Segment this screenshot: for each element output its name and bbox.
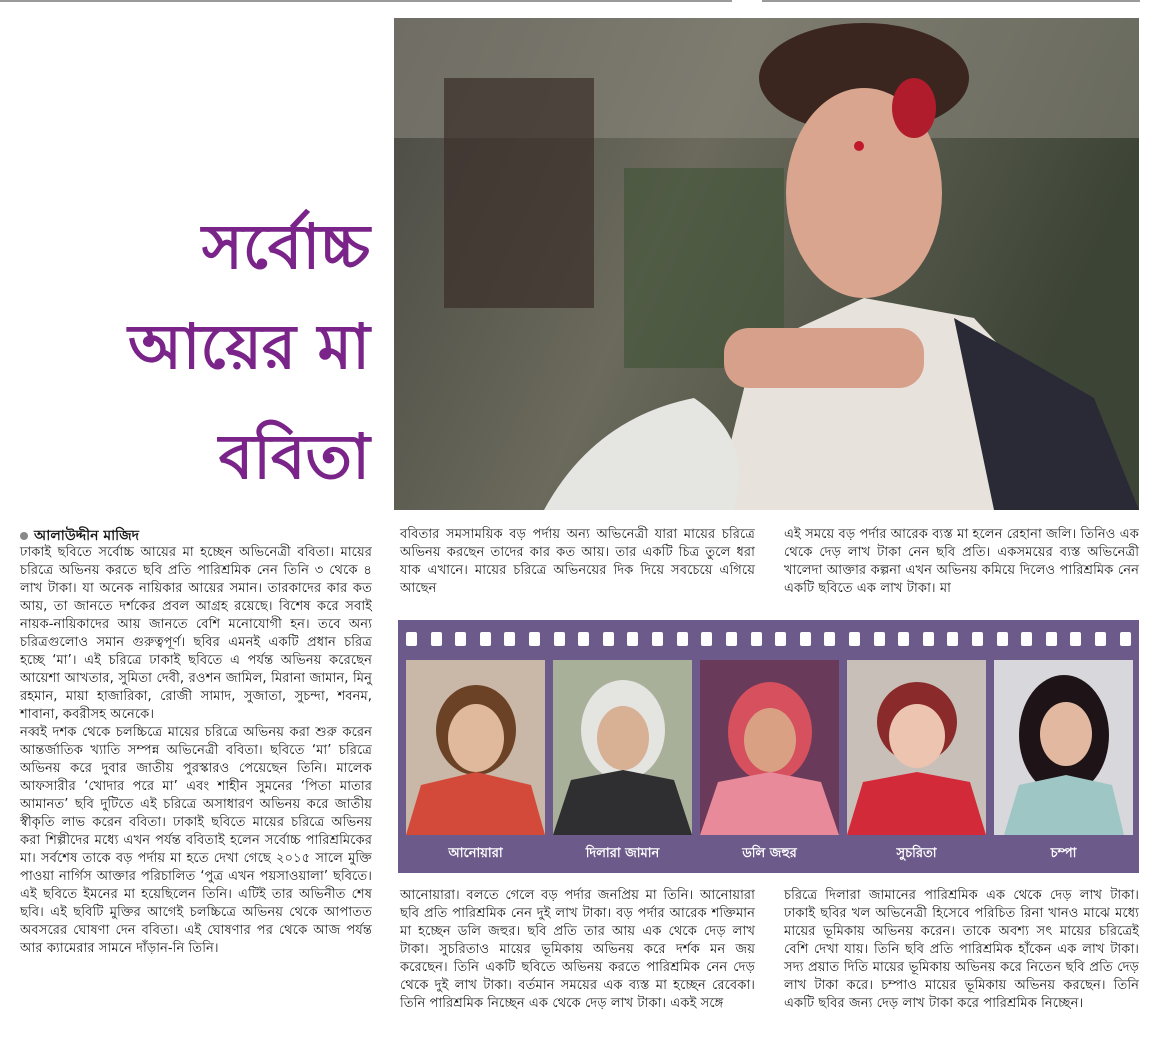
filmstrip [398,620,1139,873]
photo-champa [994,660,1133,835]
lead-photo [394,18,1139,510]
headline-line-2: আয়ের মা [128,310,370,383]
caption-dolly-zahur: ডলি জহুর [742,846,797,861]
article-column-3-top: এই সময়ে বড় পর্দার আরেক ব্যস্ত মা হলেন রেহানা জলি। তিনিও এক থেকে দেড় লাখ টাকা নেন ছবি প্রতি। একসময়ের ব্যস্ত অভিনেত্রী খালেদা আক্তার কল্পনা এখন অভিনয় কমিয়ে দিলেও পারিশ্রমিক নেন একটি ছবিতে এক লাখ টাকা। মা [784,527,1139,596]
photo-dolly-zahur [700,660,839,835]
photo-sucharita [847,660,986,835]
article-column-3-bottom: চরিত্রে দিলারা জামানের পারিশ্রমিক এক থেকে দেড় লাখ টাকা। ঢাকাই ছবির খল অভিনেত্রী হিসেবে পরিচিত রিনা খানও মাঝে মধ্যে মায়ের ভূমিকায় অভিনয় করেন। তাকে অবশ্য সৎ মায়ের চরিত্রেই বেশি দেখা যায়। তিনি ছবি প্রতি পারিশ্রমিক হাঁকেন এক লাখ টাকা। সদ্য প্রয়াত দিতি মায়ের ভূমিকায় অভিনয় করে নিতেন ছবি প্রতি দেড় লাখ টাকা করে। চম্পাও মায়ের ভূমিকায় অভিনয় করছেন। তিনি একটি ছবির জন্য দেড় লাখ টাকা করে পারিশ্রমিক নিচ্ছেন। [784,888,1139,1011]
paragraph-2: নব্বই দশক থেকে চলচ্চিত্রে মায়ের চরিত্রে অভিনয় করা শুরু করেন আন্তর্জাতিক খ্যাতি সম্পন্ন অভিনেত্রী ববিতা। ছবিতে ‘মা’ চরিত্রে অভিনয় করে দুবার জাতীয় পুরস্কারও পেয়েছেন তিনি। মালেক আফসারীর ‘খোদার পরে মা’ এবং শাহীন সুমনের ‘পিতা মাতার আমানত’ ছবি দুটিতে এই চরিত্রে অসাধারণ অভিনয় করে জাতীয় স্বীকৃতি লাভ করেন ববিতা। ঢাকাই ছবিতে মায়ের চরিত্রে অভিনয় করা শিল্পীদের মধ্যে এখন পর্যন্ত ববিতাই হলেন সর্বোচ্চ পারিশ্রমিকের মা। সর্বশেষ তাকে বড় পর্দায় মা হতে দেখা গেছে ২০১৫ সালে মুক্তি পাওয়া নার্গিস আক্তার পরিচালিত ‘পুত্র এখন পয়সাওয়ালা’ ছবিতে। এই ছবিতে ইমনের মা হয়েছিলেন তিনি। এটিই তার অভিনীত শেষ ছবি। এই ছবিটি মুক্তির আগেই চলচ্চিত্রে অভিনয় থেকে আপাতত অবসরের ঘোষণা দেন ববিতা। এই ঘোষণার পর থেকে আজ পর্যন্ত আর ক্যামেরার সামনে দাঁড়ান-নি তিনি। [20,725,372,956]
caption-champa: চম্পা [1050,846,1077,861]
byline-text: আলাউদ্দীন মাজিদ [34,528,140,544]
top-rule-right [762,0,1140,2]
caption-sucharita: সুচরিতা [896,846,937,861]
photo-dilara-zaman [553,660,692,835]
article-column-1 [20,544,372,958]
caption-anowara: আনোয়ারা [448,846,503,861]
bullet-icon [20,532,28,540]
caption-dilara-zaman: দিলারা জামান [585,846,660,861]
headline-line-3: ববিতা [218,420,370,493]
filmstrip-holes-top [406,632,1131,646]
top-rule-left [0,0,732,2]
article-column-2-bottom: আনোয়ারা। বলতে গেলে বড় পর্দার জনপ্রিয় মা তিনি। আনোয়ারা ছবি প্রতি পারিশ্রমিক নেন দুই লাখ টাকা। বড় পর্দার আরেক শক্তিমান মা হচ্ছেন ডলি জহুর। ছবি প্রতি তার আয় এক থেকে দেড় লাখ টাকা। সুচরিতাও মায়ের ভূমিকায় অভিনয় করে দর্শক মন জয় করেছেন। তিনি একটি ছবিতে অভিনয় করতে পারিশ্রমিক নেন দেড় থেকে দুই লাখ টাকা। বর্তমান সময়ের এক ব্যস্ত মা হচ্ছেন রেবেকা। তিনি পারিশ্রমিক নিচ্ছেন এক থেকে দেড় লাখ টাকা। একই সঙ্গে [400,888,755,1011]
photo-anowara [406,660,545,835]
article-column-2-top: ববিতার সমসাময়িক বড় পর্দায় অন্য অভিনেত্রী যারা মায়ের চরিত্রে অভিনয় করছেন তাদের কার কত আয়। তার একটি চিত্র তুলে ধরা যাক এখানে। মায়ের চরিত্রে অভিনয়ের দিক দিয়ে সবচেয়ে এগিয়ে আছেন [400,527,755,596]
headline-line-1: সর্বোচ্চ [201,210,370,283]
paragraph-1: ঢাকাই ছবিতে সর্বোচ্চ আয়ের মা হচ্ছেন অভিনেত্রী ববিতা। মায়ের চরিত্রে অভিনয় করতে ছবি প্রতি পারিশ্রমিক নেন তিনি ৩ থেকে ৪ লাখ টাকা। যা অনেক নায়িকার আয়ের সমান। তারকাদের কার কত আয়, তা জানতে দর্শকের প্রবল আগ্রহ রয়েছে। বিশেষ করে সবাই নায়ক-নায়িকাদের আয় জানতে বেশি মনোযোগী হন। তবে অন্য চরিত্রগুলোও সমান গুরুত্বপূর্ণ। ছবির এমনই একটি প্রধান চরিত্র হচ্ছে ‘মা’। এই চরিত্রে ঢাকাই ছবিতে এ পর্যন্ত অভিনয় করেছেন আয়েশা আখতার, সুমিতা দেবী, রওশন জামিল, মিরানা জামান, মিনু রহমান, মায়া হাজারিকা, রোজী সামাদ, সুজাতা, সুচন্দা, শবনম, শাবানা, কবরীসহ অনেকে। [20,545,372,722]
